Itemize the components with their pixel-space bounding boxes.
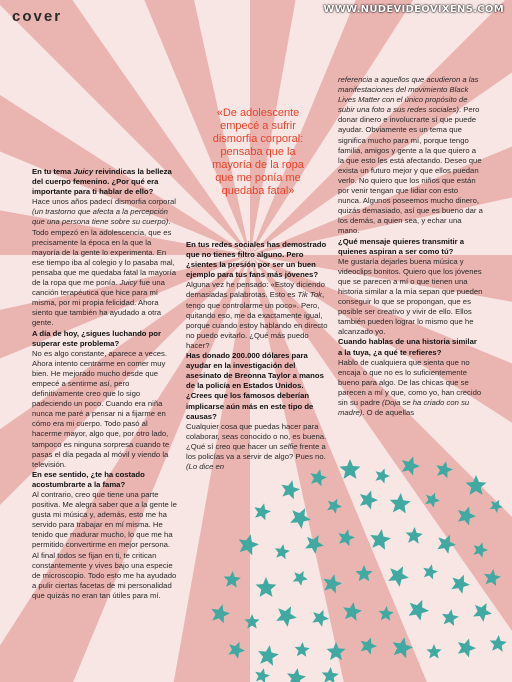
answer-text: . Todo empezó en la adolescencia, que es precisamente la época en la que la mayoría de la gente lo experimenta. En ese tiempo iba al colegio y lo pasaba mal, pensaba que me quedaba fatal la mayoría de la ropa que me ponía. [32,217,177,288]
selfie-word: selfie [279,441,298,451]
star-icon [212,604,231,623]
answer-text: , tengo que controlarme un poco». Pero, quitando eso, me da exactamente igual, porque cuando estoy hablando en directo no puedo evitarlo. ¿Qué más puedo hacer? [186,290,328,350]
answer-text: Hace unos años padecí dismorfia corporal [32,197,177,207]
star-icon [360,491,378,510]
star-icon [406,527,423,544]
star-icon [361,638,377,655]
star-icon [224,571,241,588]
song-title: Juicy [119,278,138,288]
pull-quote-line: «De adolescente [216,107,300,119]
star-icon [490,635,507,652]
question: Has donado 200.000 dólares para ayudar en la investigación del asesinato de Breonna Taylor a manos de la policía en Estados Unidos. ¿Crees que los famosos deberían implicarse aún más en este tipo de causas? [186,351,324,421]
question: En tus redes sociales has demostrado que no tienes filtro alguno. Pero ¿sientes la presión por ser un buen ejemplo para tus fans más jóvenes? [186,240,327,280]
star-icon [437,535,456,554]
question: A día de hoy, ¿sigues luchando por superar este problema? [32,328,161,348]
answer: Al contrario, creo que tiene una parte positiva. Me alegra saber que a la gente le gusta mi música y, además, esto me ha servido para trabajar en mí misma. He tenido que madurar mucho, lo que me ha permitido convertirme en mejor persona. Al final todos se fijan en ti, te critican constantemente y vives bajo una especie de microscopio. Todo esto me ha ayudado a pulir ciertas facetas de mi personalidad que quizás no eran tan útiles para mí. [32,490,177,600]
star-icon [409,600,429,621]
question-text: reivindicas la belleza del cuerpo femenino. ¿Por qué era importante para ti hablar de ello? [32,167,172,197]
answer: No es algo constante, aparece a veces. Ahora intento centrarme en comer muy bien. He mejorado mucho desde que empecé a sentirme así, pero definitivamente creo que lo sigo padeciendo un poco. Cuando era niña nunca me paré a pensar ni a fijarme en cómo era mi cuerpo. Todo pasó al hacerme mayor, algo que, por otro lado, tampoco es ninguna sorpresa cuando te pasas el día pegada al móvil y viendo la televisión. [32,348,170,469]
star-icon [379,606,394,621]
pull-quote-line: pensaba que la [220,146,296,158]
pull-quote-line: empecé a sufrir [220,120,296,132]
star-icon [370,529,391,550]
star-icon [388,566,409,587]
platform-name: Tik Tok [297,290,322,300]
article-column-2 [186,240,331,472]
star-icon [355,565,372,581]
answer-text: fue una canción terapéutica que hice para mí misma, por mi propia felicidad. Ahora siento que también ha ayudado a otra gente. [32,278,165,328]
star-icon [239,534,259,555]
answer [32,197,177,328]
star-icon [338,529,355,546]
answer-text: . O de aquellas [362,408,415,418]
star-icon [390,493,411,513]
question-text: En tu tema [32,167,74,176]
star-icon [228,642,245,659]
star-icon [258,645,279,666]
aside-text: (un trastorno que afecta a la percepción que una persona tiene sobre su cuerpo) [32,207,169,227]
star-icon [327,499,342,514]
star-icon [402,457,420,476]
star-icon [282,480,301,499]
star-icon [327,642,346,660]
answer-text: Cualquier cosa que puedas hacer para colaborar, seas conocido o no, es buena. ¿Qué sí creo que hacer un [186,421,327,451]
question: ¿Qué mensaje quieres transmitir a quienes aspiran a ser como tú? [338,236,465,256]
aside-text: referencia a aquellos que acudieron a las manifestaciones del movimiento Black Lives Matter con el único propósito de subir una foto a sus redes sociales) [338,75,479,115]
pull-quote-line: quedaba fatal» [221,185,295,197]
star-icon [254,503,271,520]
star-icon [425,493,440,508]
star-icon [324,574,343,593]
answer-text: Hablo de cualquiera que sienta que no encaja o que no es lo suficientemente bueno para algo. De las chicas que se parecen a mí y que, como yo, han crecido sin su padre [338,357,482,407]
star-icon [393,637,413,658]
question: En ese sentido, ¿te ha costado acostumbrarte a la fama? [32,469,145,489]
star-icon [276,606,297,627]
star-icon [442,609,459,626]
answer [186,280,331,351]
star-icon [312,610,329,627]
star-icon [340,459,361,479]
answer-text: . Pero donar dinero e involucrarte sí que puede ayudar. Obviamente es un tema que significa mucho para mí, porque tengo familia, amigos y gente a la que quiero a la que esto les está afectando. Deseo que exista un futuro mejor y que ellos puedan verlo. No quiero que los niños que están por venir tengan que lidiar con esto nunca. Algunos poseemos mucho dinero, quizás demasiado, así que es bueno dar a los demás, a quien sea, y echar una mano. [338,105,483,236]
answer: Me gustaría dejarles buena música y videoclips bonitos. Quiero que los jóvenes que se parecen a mí o que tienen una historia similar a la mía sepan que pueden conseguir lo que se propongan, que es posible ser creativo y vivir de ello. Ellos también pueden lograr lo mismo que he alcanzado yo. [338,256,483,337]
star-icon [458,507,476,526]
pull-quote-line: que me ponía me [215,172,301,184]
article-column-3 [338,75,483,418]
star-icon [295,642,310,657]
star-icon [256,577,277,597]
pull-quote [192,107,324,198]
star-icon [474,542,489,557]
pull-quote-line: dismorfia corporal: [212,133,304,145]
star-icon [343,602,362,621]
answer [338,358,483,419]
answer-text: frente a los policías va a servir de algo? Pues no. [186,441,326,461]
star-icon [293,571,308,586]
answer-text: Alguna vez he pensado: «Estoy diciendo demasiadas palabrotas. Esto es [186,280,325,300]
article-column-1 [32,167,177,601]
star-icon [322,667,339,682]
star-icon [255,668,270,682]
star-icon [290,508,311,529]
question [32,167,177,197]
star-icon [423,564,438,579]
star-icon [275,544,290,559]
star-icon [484,569,501,586]
aside-text: (Lo dice en [186,462,225,472]
answer [338,75,483,237]
star-icon [466,475,487,495]
song-title: Juicy [73,167,94,176]
star-icon [436,461,453,478]
star-icon [376,468,391,483]
star-icon [473,603,492,622]
star-icon [287,668,306,682]
aside-text: (Doja se ha criado con su madre) [338,398,470,418]
star-icon [451,575,470,594]
star-icon [305,535,324,554]
star-icon [244,614,259,629]
question: Cuando hablas de una historia similar a la tuya, ¿a qué te refieres? [338,337,477,357]
star-icon [490,500,503,513]
watermark: WWW.NUDEVIDEOVIXENS.COM [323,4,504,15]
star-icon [426,644,441,659]
star-icon [458,639,476,658]
pull-quote-line: mayoría de la ropa [212,159,304,171]
section-label: cover [12,8,63,25]
answer [186,422,331,472]
